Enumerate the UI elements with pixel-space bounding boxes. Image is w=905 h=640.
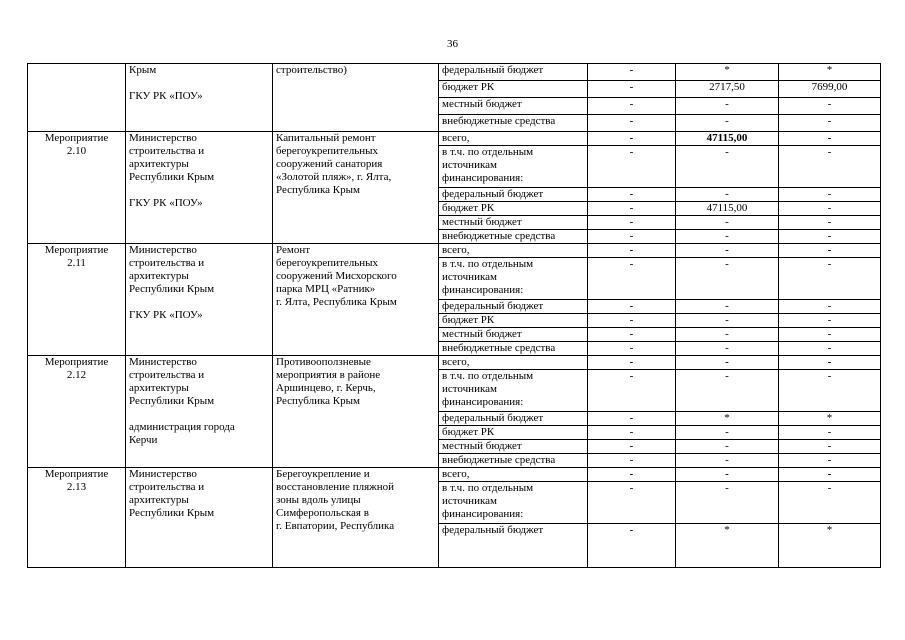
text-line: Мероприятие <box>44 356 109 368</box>
text-line: архитектуры <box>129 158 189 170</box>
amount-cell: - <box>588 98 676 115</box>
source-cell: федеральный бюджет <box>439 64 588 81</box>
amount-cell: - <box>676 370 779 412</box>
amount-cell: - <box>588 64 676 81</box>
text-line: в т.ч. по отдельным <box>442 146 534 158</box>
amount-cell: - <box>588 468 676 482</box>
text-line: берегоукрепительных <box>276 145 379 157</box>
text-line: Берегоукрепление и <box>276 468 370 480</box>
amount-cell: - <box>779 132 881 146</box>
text-line: Противооползневые <box>276 356 371 368</box>
executor-cell <box>126 132 273 244</box>
source-cell <box>439 440 588 454</box>
amount-cell: 47115,00 <box>676 202 779 216</box>
text-line: сооружений Мисхорского <box>276 270 397 282</box>
text-line: финансирования: <box>442 396 524 408</box>
amount-cell: - <box>588 342 676 356</box>
text-line: Министерство <box>129 468 197 480</box>
amount-cell: - <box>676 216 779 230</box>
amount-cell: - <box>779 440 881 454</box>
text-line: местный бюджет <box>442 440 522 452</box>
source-cell <box>439 216 588 230</box>
source-cell <box>439 244 588 258</box>
text-line: строительства и <box>129 257 205 269</box>
text-line: строительства и <box>129 145 205 157</box>
executor-cell <box>126 244 273 356</box>
object-cell <box>273 132 439 244</box>
amount-cell: - <box>779 258 881 300</box>
text-line: Министерство <box>129 356 197 368</box>
text-line: сооружений санатория <box>276 158 383 170</box>
text-line: Республики Крым <box>129 395 215 407</box>
amount-cell: - <box>779 356 881 370</box>
amount-cell: 2717,50 <box>676 81 779 98</box>
text-line: Мероприятие <box>44 132 109 144</box>
text-line: федеральный бюджет <box>442 300 544 312</box>
text-line <box>129 184 269 197</box>
amount-cell: - <box>676 230 779 244</box>
text-line: ГКУ РК «ПОУ» <box>129 90 203 102</box>
text-line: внебюджетные средства <box>442 230 556 242</box>
object-cell <box>273 356 439 468</box>
amount-cell: - <box>676 146 779 188</box>
text-line: Республики Крым <box>129 507 215 519</box>
amount-cell: - <box>676 342 779 356</box>
table-row <box>28 356 881 370</box>
source-cell <box>439 356 588 370</box>
text-line: финансирования: <box>442 284 524 296</box>
source-cell <box>439 300 588 314</box>
source-cell <box>439 370 588 412</box>
source-cell <box>439 230 588 244</box>
amount-cell: - <box>676 454 779 468</box>
amount-cell: - <box>588 426 676 440</box>
amount-cell: - <box>588 356 676 370</box>
amount-cell: - <box>588 412 676 426</box>
source-cell: внебюджетные средства <box>439 115 588 132</box>
amount-cell: - <box>779 370 881 412</box>
source-cell <box>439 454 588 468</box>
text-line: зоны вдоль улицы <box>276 494 361 506</box>
source-cell <box>439 412 588 426</box>
text-line: внебюджетные средства <box>442 454 556 466</box>
text-line: всего, <box>442 468 470 480</box>
text-line: бюджет РК <box>442 314 495 326</box>
text-line: Аршинцево, г. Керчь, <box>276 382 376 394</box>
page-number: 36 <box>447 38 458 50</box>
amount-cell: - <box>588 216 676 230</box>
amount-cell: - <box>779 146 881 188</box>
executor-cell <box>126 64 273 132</box>
text-line: Крым <box>129 64 157 76</box>
text-line: восстановление пляжной <box>276 481 395 493</box>
source-cell <box>439 426 588 440</box>
amount-cell: - <box>676 115 779 132</box>
text-line: федеральный бюджет <box>442 188 544 200</box>
text-line: источникам <box>442 159 497 171</box>
amount-cell: - <box>779 300 881 314</box>
text-line: г. Ялта, Республика Крым <box>276 296 397 308</box>
amount-cell: * <box>676 64 779 81</box>
amount-cell: * <box>779 412 881 426</box>
text-line: Республики Крым <box>129 283 215 295</box>
measure-label-cell <box>28 244 126 356</box>
amount-cell: - <box>676 314 779 328</box>
source-cell <box>439 258 588 300</box>
text-line: Министерство <box>129 244 197 256</box>
text-line: всего, <box>442 244 470 256</box>
text-line: ГКУ РК «ПОУ» <box>129 197 203 209</box>
text-line: всего, <box>442 356 470 368</box>
text-line <box>129 296 269 309</box>
text-line: мероприятия в районе <box>276 369 381 381</box>
executor-cell <box>126 356 273 468</box>
amount-cell: - <box>676 482 779 524</box>
text-line: в т.ч. по отдельным <box>442 258 534 270</box>
amount-cell: - <box>588 146 676 188</box>
amount-cell: - <box>588 258 676 300</box>
amount-cell: 47115,00 <box>676 132 779 146</box>
text-line: Республика Крым <box>276 184 360 196</box>
amount-cell: - <box>588 188 676 202</box>
text-line: «Золотой пляж», г. Ялта, <box>276 171 392 183</box>
measure-label-cell <box>28 356 126 468</box>
measure-label-cell <box>28 132 126 244</box>
text-line: Ремонт <box>276 244 311 256</box>
text-line: Керчи <box>129 434 158 446</box>
amount-cell: - <box>779 328 881 342</box>
amount-cell: - <box>676 328 779 342</box>
amount-cell: - <box>588 524 676 568</box>
text-line: 2.11 <box>67 257 86 269</box>
source-cell <box>439 132 588 146</box>
executor-cell <box>126 468 273 568</box>
table-row <box>28 244 881 258</box>
text-line: строительства и <box>129 369 205 381</box>
text-line: Республики Крым <box>129 171 215 183</box>
text-line: внебюджетные средства <box>442 342 556 354</box>
text-line: всего, <box>442 132 470 144</box>
amount-cell: - <box>779 115 881 132</box>
measure-cell <box>28 64 126 132</box>
amount-cell: - <box>779 482 881 524</box>
source-cell <box>439 202 588 216</box>
text-line: местный бюджет <box>442 328 522 340</box>
amount-cell: - <box>588 202 676 216</box>
object-cell <box>273 64 439 132</box>
text-line: финансирования: <box>442 508 524 520</box>
text-line: Министерство <box>129 132 197 144</box>
amount-cell: - <box>588 440 676 454</box>
amount-cell: - <box>676 98 779 115</box>
text-line: местный бюджет <box>442 216 522 228</box>
text-line: Республика Крым <box>276 395 360 407</box>
amount-cell: * <box>779 64 881 81</box>
amount-cell: - <box>588 230 676 244</box>
amount-cell: - <box>676 258 779 300</box>
amount-cell: - <box>779 244 881 258</box>
text-line: в т.ч. по отдельным <box>442 482 534 494</box>
text-line: бюджет РК <box>442 426 495 438</box>
text-line: берегоукрепительных <box>276 257 379 269</box>
amount-cell: - <box>676 300 779 314</box>
text-line: Капитальный ремонт <box>276 132 376 144</box>
amount-cell: - <box>779 342 881 356</box>
text-line: в т.ч. по отдельным <box>442 370 534 382</box>
amount-cell: - <box>779 454 881 468</box>
amount-cell: - <box>676 426 779 440</box>
table-row <box>28 132 881 146</box>
text-line: строительство) <box>276 64 347 76</box>
measure-label-cell <box>28 468 126 568</box>
source-cell <box>439 146 588 188</box>
text-line: архитектуры <box>129 270 189 282</box>
text-line: источникам <box>442 383 497 395</box>
amount-cell: - <box>779 468 881 482</box>
text-line: 2.12 <box>66 369 87 381</box>
text-line: архитектуры <box>129 382 189 394</box>
amount-cell: - <box>779 230 881 244</box>
text-line: Мероприятие <box>44 468 109 480</box>
amount-cell: - <box>588 132 676 146</box>
text-line: администрация города <box>129 421 235 433</box>
text-line: бюджет РК <box>442 202 495 214</box>
source-cell <box>439 482 588 524</box>
source-cell: бюджет РК <box>439 81 588 98</box>
source-cell <box>439 342 588 356</box>
text-line: источникам <box>442 495 497 507</box>
text-line: строительства и <box>129 481 205 493</box>
amount-cell: * <box>676 412 779 426</box>
amount-cell: - <box>588 115 676 132</box>
amount-cell: - <box>588 454 676 468</box>
amount-cell: - <box>588 244 676 258</box>
amount-cell: - <box>676 468 779 482</box>
amount-cell: - <box>779 188 881 202</box>
amount-cell: * <box>779 524 881 568</box>
text-line: ГКУ РК «ПОУ» <box>129 309 203 321</box>
source-cell <box>439 524 588 568</box>
budget-table <box>27 63 881 568</box>
table-row <box>28 468 881 482</box>
amount-cell: - <box>676 356 779 370</box>
text-line: федеральный бюджет <box>442 412 544 424</box>
amount-cell: - <box>588 482 676 524</box>
text-line: 2.10 <box>66 145 87 157</box>
text-line: архитектуры <box>129 494 189 506</box>
text-line: финансирования: <box>442 172 524 184</box>
amount-cell: - <box>779 202 881 216</box>
source-cell: местный бюджет <box>439 98 588 115</box>
amount-cell: - <box>588 300 676 314</box>
amount-cell: - <box>779 216 881 230</box>
text-line: Мероприятие <box>44 244 109 256</box>
text-line <box>129 408 269 421</box>
text-line: парка МРЦ «Ратник» <box>276 283 376 295</box>
text-line: 2.13 <box>66 481 87 493</box>
source-cell <box>439 468 588 482</box>
amount-cell: - <box>779 314 881 328</box>
object-cell <box>273 244 439 356</box>
amount-cell: 7699,00 <box>779 81 881 98</box>
text-line: источникам <box>442 271 497 283</box>
source-cell <box>439 188 588 202</box>
amount-cell: - <box>588 370 676 412</box>
text-line: Симферопольская в <box>276 507 369 519</box>
amount-cell: - <box>779 426 881 440</box>
source-cell <box>439 328 588 342</box>
amount-cell: * <box>676 524 779 568</box>
amount-cell: - <box>779 98 881 115</box>
source-cell <box>439 314 588 328</box>
amount-cell: - <box>588 81 676 98</box>
amount-cell: - <box>588 328 676 342</box>
amount-cell: - <box>676 244 779 258</box>
text-line: г. Евпатории, Республика <box>276 520 395 532</box>
text-line <box>129 77 269 90</box>
amount-cell: - <box>676 440 779 454</box>
text-line: федеральный бюджет <box>442 524 544 536</box>
amount-cell: - <box>676 188 779 202</box>
object-cell <box>273 468 439 568</box>
amount-cell: - <box>588 314 676 328</box>
table-row <box>28 64 881 81</box>
